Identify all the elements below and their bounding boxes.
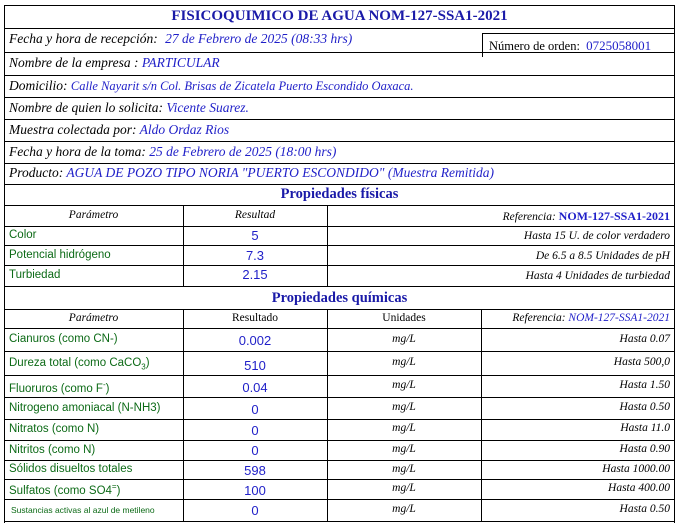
physical-header-result: Resultad xyxy=(234,209,276,221)
physical-ref-label: Referencia: xyxy=(502,211,556,223)
chemical-header-param: Parámetro xyxy=(68,312,119,324)
chemical-reference: Hasta 11.0 xyxy=(620,422,670,434)
physical-header-reference xyxy=(330,209,670,224)
chemical-result: 0 xyxy=(251,423,259,438)
report-title: FISICOQUIMICO DE AGUA NOM-127-SSA1-2021 xyxy=(171,8,508,24)
chemical-result: 510 xyxy=(244,358,266,373)
sampling-label: Fecha y hora de la toma: xyxy=(9,144,146,159)
address-label: Domicilio: xyxy=(9,78,68,93)
chemical-header-units: Unidades xyxy=(382,312,426,324)
sampling-row xyxy=(9,144,336,160)
chemical-result: 598 xyxy=(244,463,266,478)
physical-result: 7.3 xyxy=(245,248,265,263)
chemical-units: mg/L xyxy=(392,422,416,434)
reception-row xyxy=(9,31,352,47)
chemical-reference: Hasta 1000.00 xyxy=(602,463,670,475)
chemical-param: Fluoruros (como F-) xyxy=(9,380,110,395)
physical-section-title: Propiedades físicas xyxy=(280,186,399,202)
physical-reference: Hasta 4 Unidades de turbiedad xyxy=(525,270,670,282)
physical-reference: Hasta 15 U. de color verdadero xyxy=(523,230,670,242)
right-border xyxy=(674,5,675,523)
chemical-param: Cianuros (como CN-) xyxy=(9,333,118,345)
chemical-result: 100 xyxy=(244,483,266,498)
chemical-result: 0.002 xyxy=(238,333,272,348)
physical-ref-value: NOM-127-SSA1-2021 xyxy=(558,209,670,223)
chemical-result: 0 xyxy=(251,402,259,417)
address-value: Calle Nayarit s/n Col. Brisas de Zicatela Puerto Escondido Oaxaca. xyxy=(70,79,414,93)
chemical-units: mg/L xyxy=(392,401,416,413)
left-border xyxy=(4,5,5,523)
requester-label: Nombre de quien lo solicita: xyxy=(9,100,163,115)
product-value: AGUA DE POZO TIPO NORIA "PUERTO ESCONDIDO" (Muestra Remitida) xyxy=(66,165,494,180)
company-label: Nombre de la empresa : xyxy=(9,55,139,70)
chemical-reference: Hasta 0.50 xyxy=(619,401,670,413)
chemical-param: Dureza total (como CaCO$_3$) xyxy=(9,357,150,372)
order-value: 0725058001 xyxy=(586,38,652,53)
physical-param: Color xyxy=(9,229,37,241)
chemical-header-reference xyxy=(484,312,670,324)
chemical-header-result: Resultado xyxy=(232,312,278,324)
chemical-reference: Hasta 0.07 xyxy=(619,333,670,345)
collector-label: Muestra colectada por: xyxy=(9,122,137,137)
chemical-param: Nitritos (como N) xyxy=(9,444,96,456)
chemical-units: mg/L xyxy=(392,379,416,391)
chemical-result: 0.04 xyxy=(242,380,268,395)
order-number xyxy=(489,38,651,54)
physical-reference: De 6.5 a 8.5 Unidades de pH xyxy=(535,250,670,262)
chemical-units: mg/L xyxy=(392,503,416,515)
chemical-reference: Hasta 400.00 xyxy=(608,482,670,494)
chemical-ref-value: NOM-127-SSA1-2021 xyxy=(568,312,670,324)
collector-value: Aldo Ordaz Rios xyxy=(139,122,230,137)
collector-row xyxy=(9,122,229,138)
reception-value: 27 de Febrero de 2025 (08:33 hrs) xyxy=(165,31,353,46)
chemical-units: mg/L xyxy=(392,482,416,494)
reception-label: Fecha y hora de recepción: xyxy=(9,31,158,46)
chemical-units: mg/L xyxy=(392,333,416,345)
chemical-param: Sustancias activas al azul de metileno xyxy=(11,505,155,515)
requester-row xyxy=(9,100,249,116)
sampling-value: 25 de Febrero de 2025 (18:00 hrs) xyxy=(149,144,337,159)
chemical-reference: Hasta 0.50 xyxy=(619,503,670,515)
chemical-param: Sulfatos (como SO4=) xyxy=(9,482,121,497)
chemical-result: 0 xyxy=(251,503,259,518)
chemical-reference: Hasta 0.90 xyxy=(619,443,670,455)
chemical-ref-label: Referencia: xyxy=(512,312,566,324)
company-row xyxy=(9,55,220,71)
address-row xyxy=(9,78,414,94)
physical-result: 2.15 xyxy=(242,267,268,282)
order-label: Número de orden: xyxy=(489,39,580,53)
requester-value: Vicente Suarez. xyxy=(166,100,249,115)
chemical-section-title: Propiedades químicas xyxy=(271,290,408,306)
chemical-param: Sólidos disueltos totales xyxy=(9,463,133,475)
chemical-reference: Hasta 500,0 xyxy=(613,356,670,368)
chemical-units: mg/L xyxy=(392,356,416,368)
chemical-param: Nitratos (como N) xyxy=(9,423,100,435)
physical-result: 5 xyxy=(251,228,259,243)
chemical-reference: Hasta 1.50 xyxy=(619,379,670,391)
chemical-units: mg/L xyxy=(392,463,416,475)
product-row xyxy=(9,165,494,181)
physical-param: Potencial hidrógeno xyxy=(9,249,111,261)
physical-header-param: Parámetro xyxy=(68,209,119,221)
company-value: PARTICULAR xyxy=(141,55,220,70)
physical-param: Turbiedad xyxy=(9,269,61,281)
chemical-result: 0 xyxy=(251,443,259,458)
chemical-units: mg/L xyxy=(392,443,416,455)
chemical-param: Nitrogeno amoniacal (N-NH3) xyxy=(9,402,161,414)
product-label: Producto: xyxy=(9,165,64,180)
